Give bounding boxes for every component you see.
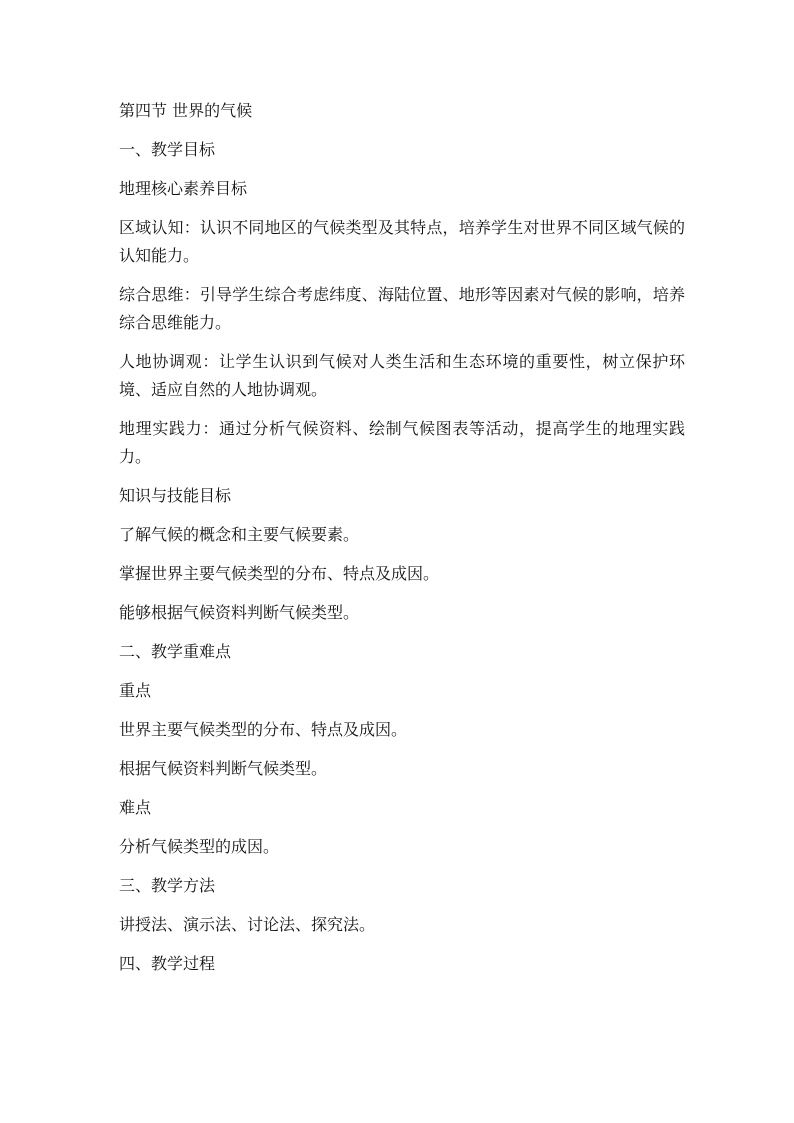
key-point-item: 根据气候资料判断气候类型。 xyxy=(119,759,328,778)
section-heading-process: 四、教学过程 xyxy=(119,954,216,973)
subheading-core-literacy: 地理核心素养目标 xyxy=(119,179,248,198)
objective-human-earth-coordination: 人地协调观：让学生认识到气候对人类生活和生态环境的重要性，树立保护环境、适应自然的人地协调观。 xyxy=(119,352,685,399)
section-heading-key-difficult: 二、教学重难点 xyxy=(119,642,232,661)
key-points-label: 重点 xyxy=(119,681,152,700)
key-point-item: 世界主要气候类型的分布、特点及成因。 xyxy=(119,720,408,739)
document-title: 第四节 世界的气候 xyxy=(119,101,253,120)
objective-geographic-practice: 地理实践力：通过分析气候资料、绘制气候图表等活动，提高学生的地理实践力。 xyxy=(119,419,685,466)
subheading-knowledge-skills: 知识与技能目标 xyxy=(119,486,232,505)
difficult-point-item: 分析气候类型的成因。 xyxy=(119,837,280,856)
document-body xyxy=(119,97,685,989)
knowledge-item: 掌握世界主要气候类型的分布、特点及成因。 xyxy=(119,564,440,583)
section-heading-objectives: 一、教学目标 xyxy=(119,140,216,159)
section-heading-methods: 三、教学方法 xyxy=(119,876,216,895)
knowledge-item: 了解气候的概念和主要气候要素。 xyxy=(119,525,360,544)
methods-text: 讲授法、演示法、讨论法、探究法。 xyxy=(119,915,376,934)
objective-regional-cognition: 区域认知：认识不同地区的气候类型及其特点，培养学生对世界不同区域气候的认知能力。 xyxy=(119,218,685,265)
difficult-points-label: 难点 xyxy=(119,798,152,817)
knowledge-item: 能够根据气候资料判断气候类型。 xyxy=(119,603,360,622)
objective-comprehensive-thinking: 综合思维：引导学生综合考虑纬度、海陆位置、地形等因素对气候的影响，培养综合思维能力。 xyxy=(119,285,685,332)
